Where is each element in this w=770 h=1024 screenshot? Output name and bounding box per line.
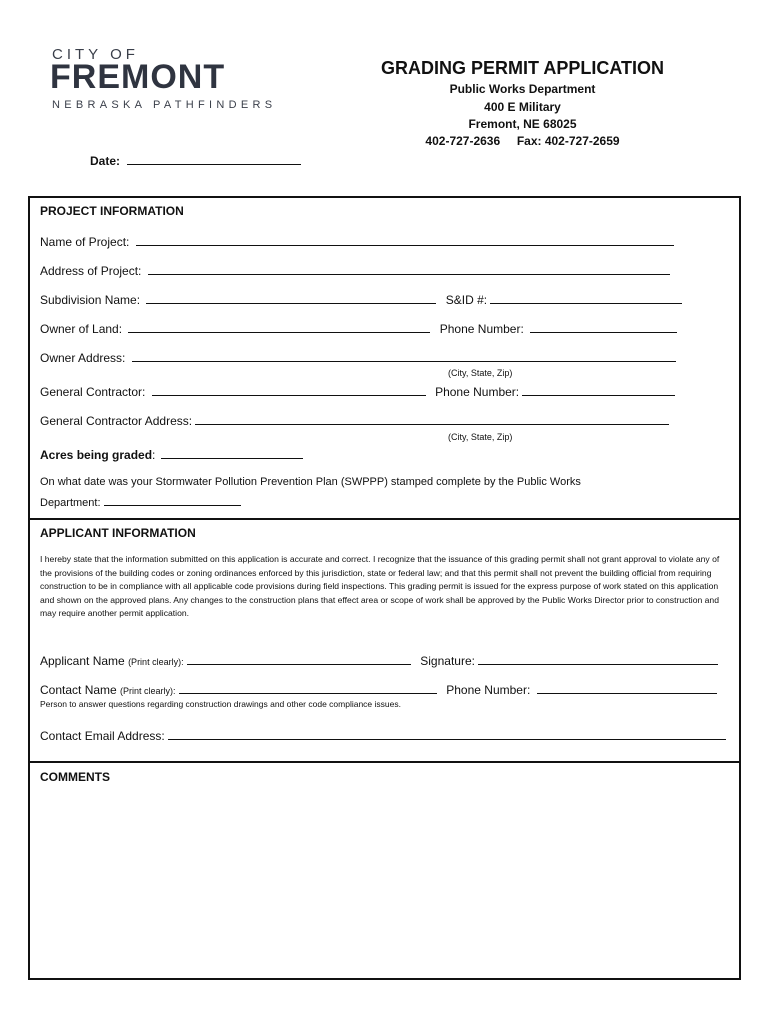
acres-field[interactable]	[161, 446, 303, 459]
subdivision-name-label: Subdivision Name:	[40, 293, 141, 307]
contact-email-row	[40, 727, 726, 743]
general-contractor-row	[40, 383, 675, 399]
gc-address-row	[40, 412, 669, 428]
comments-area[interactable]	[32, 790, 738, 976]
gc-address-hint: (City, State, Zip)	[448, 432, 513, 442]
logo-city-of: CITY OF	[52, 46, 139, 63]
department-city: Fremont, NE 68025	[468, 117, 577, 131]
signature-field[interactable]	[478, 652, 718, 665]
applicant-name-field[interactable]	[187, 652, 411, 665]
applicant-information-heading: APPLICANT INFORMATION	[40, 526, 196, 540]
applicant-print-clearly: (Print clearly):	[128, 657, 184, 667]
owner-address-label: Owner Address:	[40, 351, 126, 365]
gc-address-field[interactable]	[195, 412, 669, 425]
date-field[interactable]	[127, 152, 301, 165]
sid-field[interactable]	[490, 291, 682, 304]
address-of-project-field[interactable]	[148, 262, 670, 275]
address-of-project-row	[40, 262, 670, 278]
gc-phone-field[interactable]	[522, 383, 675, 396]
logo-tagline: NEBRASKA PATHFINDERS	[52, 99, 277, 111]
contact-email-label: Contact Email Address:	[40, 729, 165, 743]
swppp-label: Department:	[40, 497, 101, 509]
section-divider	[30, 761, 741, 763]
department-name: Public Works Department	[449, 82, 596, 96]
general-contractor-label: General Contractor:	[40, 385, 146, 399]
owner-phone-field[interactable]	[530, 320, 677, 333]
comments-heading: COMMENTS	[40, 770, 110, 784]
date-label: Date:	[90, 154, 121, 168]
swppp-row	[40, 493, 241, 509]
contact-name-row	[40, 681, 717, 697]
form-title: GRADING PERMIT APPLICATION	[381, 58, 664, 78]
department-street: 400 E Military	[484, 100, 561, 114]
contact-name-label: Contact Name	[40, 683, 117, 697]
acres-colon: :	[152, 448, 156, 462]
sid-label: S&ID #:	[445, 293, 488, 307]
owner-phone-label: Phone Number:	[439, 322, 524, 336]
acres-row	[40, 446, 303, 462]
applicant-statement: I hereby state that the information submitted on this application is accurate and correct. I recognize that the issuance of this grading permit shall not grant approval to violate any of the provisions of the building codes or zoning ordinances enforced by this jurisdiction, state or federal law; and that this permit shall not prevent the building official from requiring construction to be in compliance with all applicable code provisions during field inspections. This grading permit is issued for the express purpose of work stated on this application and shown on the approved plans. Any changes to the construction plans that effect area or scope of work shall be approved by the Public Works Director prior to construction and may require another permit application.	[40, 554, 720, 618]
department-phone-fax: 402-727-2636 Fax: 402-727-2659	[425, 134, 620, 148]
name-of-project-row	[40, 233, 674, 249]
swppp-line-1: On what date was your Stormwater Pollution Prevention Plan (SWPPP) stamped complete by the Public Works	[40, 476, 581, 488]
acres-label: Acres being graded	[40, 448, 153, 462]
gc-phone-label: Phone Number:	[435, 385, 520, 399]
section-divider	[30, 518, 741, 520]
owner-of-land-row	[40, 320, 677, 336]
owner-address-hint: (City, State, Zip)	[448, 368, 513, 378]
name-of-project-label: Name of Project:	[40, 235, 130, 249]
subdivision-row	[40, 291, 682, 307]
owner-of-land-field[interactable]	[128, 320, 430, 333]
contact-print-clearly: (Print clearly):	[120, 686, 176, 696]
contact-phone-field[interactable]	[537, 681, 717, 694]
owner-address-row	[40, 349, 676, 365]
logo-fremont: FREMONT	[50, 58, 226, 96]
date-row	[90, 152, 301, 168]
contact-note: Person to answer questions regarding construction drawings and other code compliance issues.	[40, 699, 401, 709]
swppp-date-field[interactable]	[104, 493, 241, 506]
project-information-heading: PROJECT INFORMATION	[40, 204, 184, 218]
owner-address-field[interactable]	[132, 349, 676, 362]
owner-of-land-label: Owner of Land:	[40, 322, 123, 336]
applicant-name-row	[40, 652, 718, 668]
address-of-project-label: Address of Project:	[40, 264, 142, 278]
general-contractor-field[interactable]	[152, 383, 426, 396]
applicant-name-label: Applicant Name	[40, 654, 125, 668]
contact-name-field[interactable]	[179, 681, 437, 694]
signature-label: Signature:	[420, 654, 475, 668]
name-of-project-field[interactable]	[136, 233, 674, 246]
gc-address-label: General Contractor Address:	[40, 414, 193, 428]
contact-phone-label: Phone Number:	[446, 683, 531, 697]
contact-email-field[interactable]	[168, 727, 726, 740]
subdivision-name-field[interactable]	[146, 291, 436, 304]
